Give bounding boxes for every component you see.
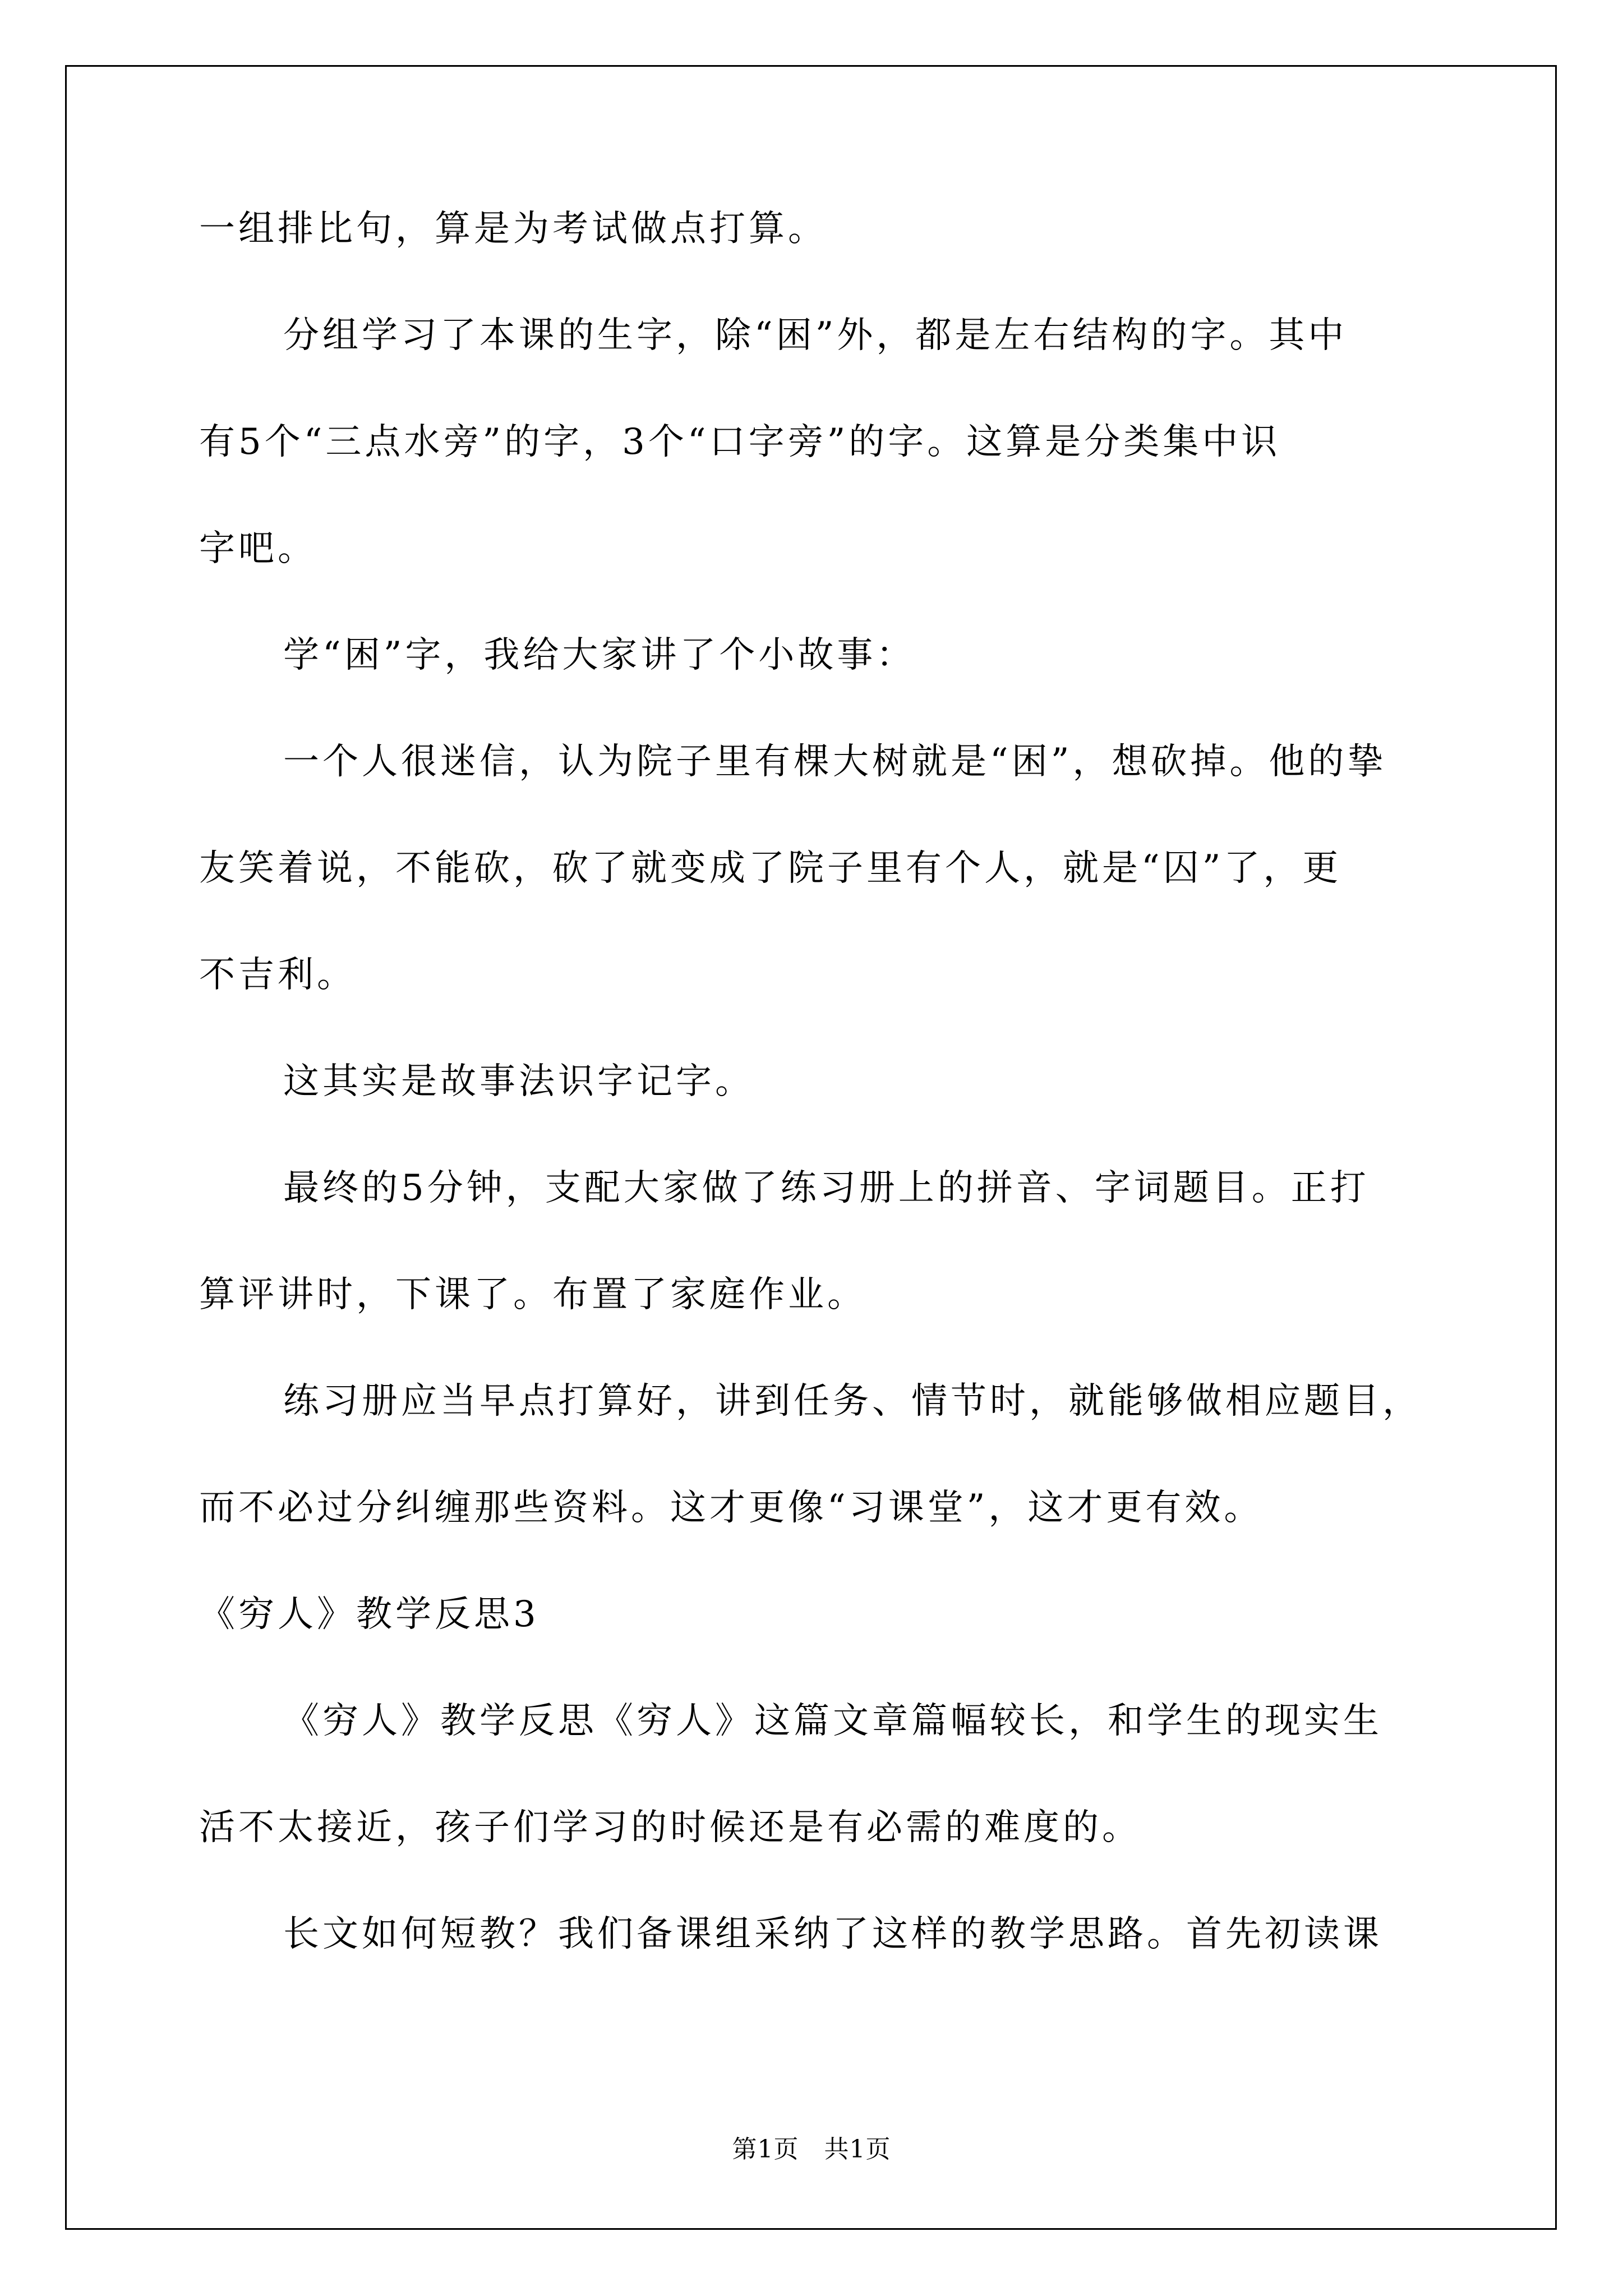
text-line: 不吉利。 [199,954,356,996]
text-line: 练习册应当早点打算好，讲到任务、情节时，就能够做相应题目， [283,1381,1422,1422]
text-line: 而不必过分纠缠那些资料。这才更像“习课堂”，这才更有效。 [199,1487,1264,1529]
text-line: 活不太接近，孩子们学习的时候还是有必需的难度的。 [199,1807,1141,1848]
page-border [65,65,1557,2230]
text-line: 《穷人》教学反思《穷人》这篇文章篇幅较长，和学生的现实生 [283,1700,1382,1742]
page-footer: 第1页 共1页 [732,2135,891,2164]
text-line: 分组学习了本课的生字，除“困”外，都是左右结构的字。其中 [283,315,1348,356]
text-line: 最终的5分钟，支配大家做了练习册上的拼音、字词题目。正打 [283,1167,1370,1209]
text-line: 一组排比句，算是为考试做点打算。 [199,208,827,250]
text-line: 学“困”字，我给大家讲了个小故事： [283,634,916,676]
text-line: 友笑着说，不能砍，砍了就变成了院子里有个人，就是“囚”了，更 [199,848,1342,889]
text-line: 一个人很迷信，认为院子里有棵大树就是“困”，想砍掉。他的挚 [283,741,1387,783]
text-line: 这其实是故事法识字记字。 [283,1061,754,1102]
text-line: 长文如何短教？我们备课组采纳了这样的教学思路。首先初读课 [283,1913,1382,1955]
text-line: 有5个“三点水旁”的字，3个“口字旁”的字。这算是分类集中识 [199,421,1281,463]
text-line: 字吧。 [199,528,317,569]
text-line: 算评讲时，下课了。布置了家庭作业。 [199,1274,866,1315]
section-heading: 《穷人》教学反思3 [199,1594,540,1635]
